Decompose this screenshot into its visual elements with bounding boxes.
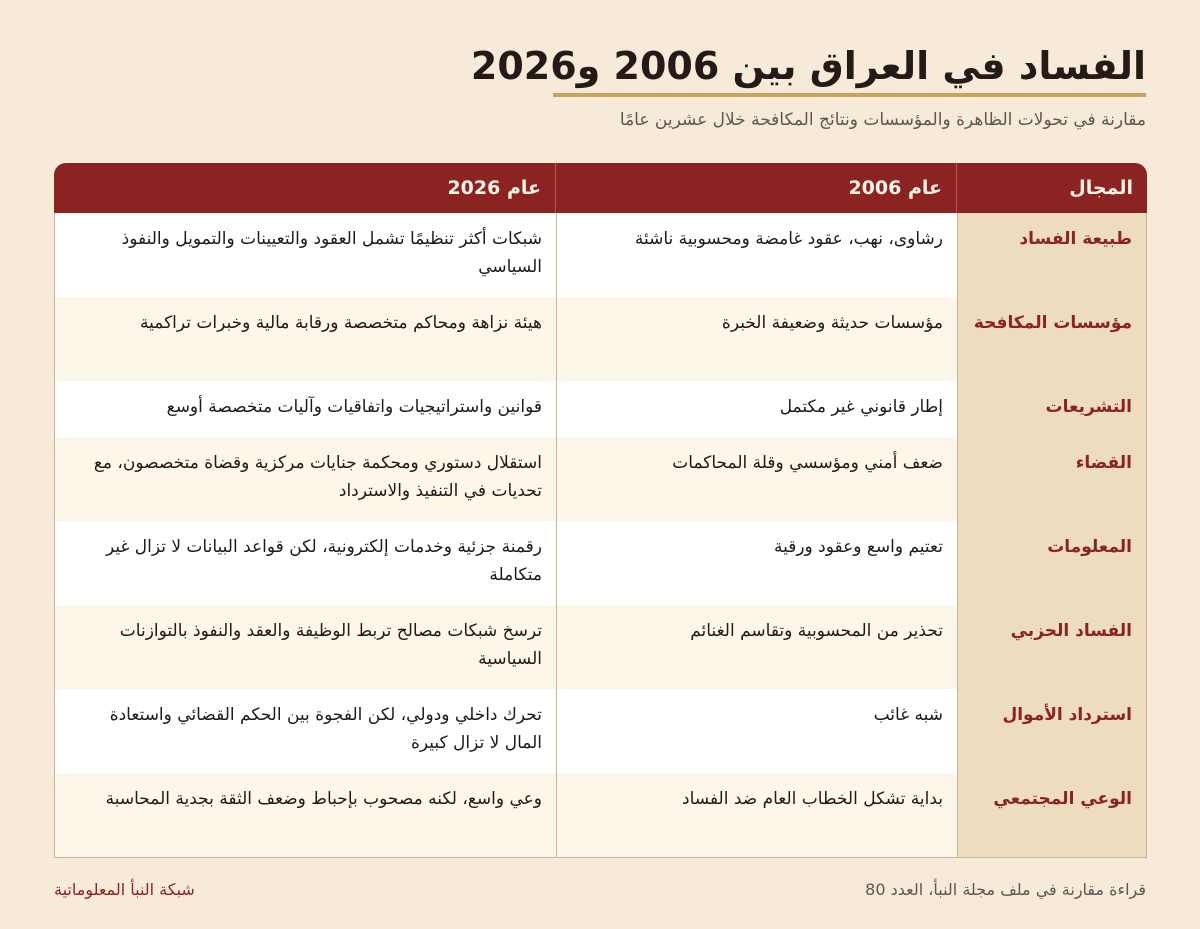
page-subtitle: مقارنة في تحولات الظاهرة والمؤسسات ونتائج المكافحة خلال عشرين عامًا bbox=[619, 110, 1146, 130]
table-row bbox=[54, 297, 1147, 381]
table-row bbox=[54, 521, 1147, 605]
row-2006: شبه غائب bbox=[556, 689, 957, 773]
row-field: الفساد الحزبي bbox=[957, 605, 1147, 689]
row-2026: قوانين واستراتيجيات واتفاقيات وآليات متخصصة أوسع bbox=[54, 381, 556, 437]
row-2026: رقمنة جزئية وخدمات إلكترونية، لكن قواعد البيانات لا تزال غير متكاملة bbox=[54, 521, 556, 605]
row-field: القضاء bbox=[957, 437, 1147, 521]
page-title: الفساد في العراق بين 2006 و2026 bbox=[470, 44, 1146, 88]
row-2026: شبكات أكثر تنظيمًا تشمل العقود والتعيينات والتمويل والنفوذ السياسي bbox=[54, 213, 556, 297]
table-row bbox=[54, 381, 1147, 437]
row-field: استرداد الأموال bbox=[957, 689, 1147, 773]
row-field: طبيعة الفساد bbox=[957, 213, 1147, 297]
column-header-2006: عام 2006 bbox=[556, 163, 957, 213]
row-field: مؤسسات المكافحة bbox=[957, 297, 1147, 381]
row-2006: ضعف أمني ومؤسسي وقلة المحاكمات bbox=[556, 437, 957, 521]
row-2026: استقلال دستوري ومحكمة جنايات مركزية وقضاة متخصصون، مع تحديات في التنفيذ والاسترداد bbox=[54, 437, 556, 521]
title-underline bbox=[553, 93, 1146, 97]
row-field: الوعي المجتمعي bbox=[957, 773, 1147, 858]
column-header-field: المجال bbox=[957, 163, 1147, 213]
row-field: المعلومات bbox=[957, 521, 1147, 605]
footer-source: قراءة مقارنة في ملف مجلة النبأ، العدد 80 bbox=[865, 880, 1146, 899]
row-field: التشريعات bbox=[957, 381, 1147, 437]
footer-publisher: شبكة النبأ المعلوماتية bbox=[54, 880, 195, 899]
row-2006: رشاوى، نهب، عقود غامضة ومحسوبية ناشئة bbox=[556, 213, 957, 297]
table-row bbox=[54, 689, 1147, 773]
table-row bbox=[54, 605, 1147, 689]
row-2026: تحرك داخلي ودولي، لكن الفجوة بين الحكم القضائي واستعادة المال لا تزال كبيرة bbox=[54, 689, 556, 773]
row-2026: هيئة نزاهة ومحاكم متخصصة ورقابة مالية وخبرات تراكمية bbox=[54, 297, 556, 381]
table-row bbox=[54, 213, 1147, 297]
column-header-2026: عام 2026 bbox=[54, 163, 556, 213]
table-row bbox=[54, 437, 1147, 521]
row-2006: تحذير من المحسوبية وتقاسم الغنائم bbox=[556, 605, 957, 689]
row-2006: إطار قانوني غير مكتمل bbox=[556, 381, 957, 437]
table-header-row bbox=[54, 163, 1147, 213]
table-row bbox=[54, 773, 1147, 858]
row-2006: مؤسسات حديثة وضعيفة الخبرة bbox=[556, 297, 957, 381]
row-2026: ترسخ شبكات مصالح تربط الوظيفة والعقد والنفوذ بالتوازنات السياسية bbox=[54, 605, 556, 689]
row-2006: تعتيم واسع وعقود ورقية bbox=[556, 521, 957, 605]
row-2006: بداية تشكل الخطاب العام ضد الفساد bbox=[556, 773, 957, 858]
row-2026: وعي واسع، لكنه مصحوب بإحباط وضعف الثقة بجدية المحاسبة bbox=[54, 773, 556, 858]
comparison-table bbox=[54, 163, 1147, 858]
